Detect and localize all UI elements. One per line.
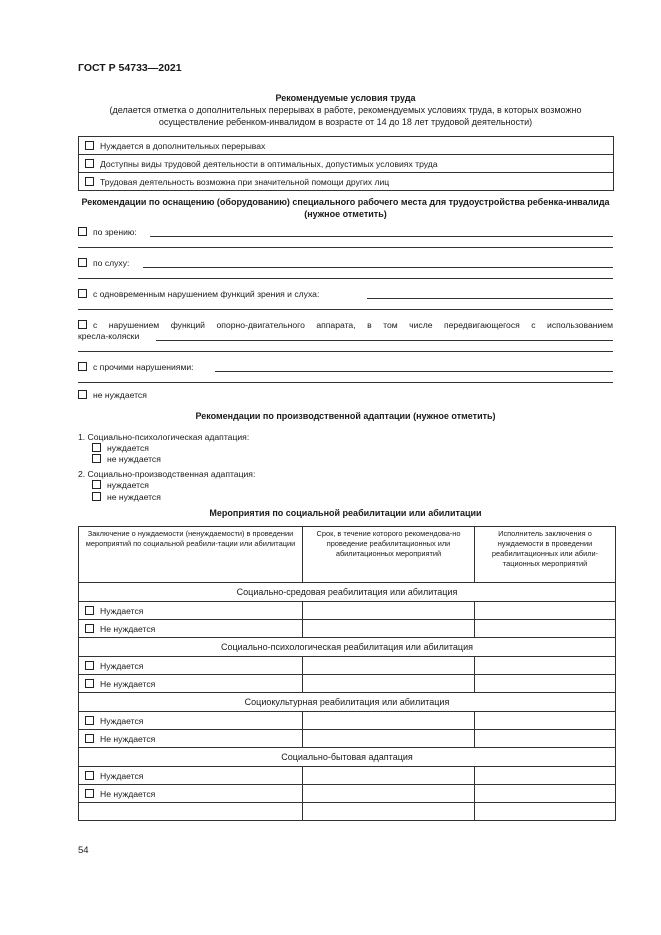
workplace-title: Рекомендации по оснащению (оборудованию) специального рабочего места для трудоустройства ребенка-инвалида (нужное отметить)	[81, 197, 610, 219]
table-row	[79, 675, 616, 693]
table-row	[79, 657, 616, 675]
term-cell[interactable]	[303, 730, 475, 748]
adaptation-option-label: нуждается	[107, 480, 149, 490]
section-title: Социокультурная реабилитация или абилитация	[79, 693, 616, 712]
column-header: Исполнитель заключения о нуждаемости в проведении реабилитационных или абили-тационных мероприятий	[475, 527, 616, 583]
checkbox-icon[interactable]	[78, 320, 87, 329]
rehab-table	[78, 526, 616, 821]
workplace-vision-label: по зрению:	[93, 227, 137, 237]
fill-line[interactable]	[367, 298, 613, 299]
checkbox-icon[interactable]	[78, 289, 87, 298]
fill-line[interactable]	[150, 236, 613, 237]
section-row	[79, 748, 616, 767]
fill-line[interactable]	[78, 309, 613, 310]
workplace-hearing-label: по слуху:	[93, 258, 130, 268]
checkbox-icon[interactable]	[92, 443, 101, 452]
checkbox-icon[interactable]	[92, 480, 101, 489]
option-label: Не нуждается	[100, 788, 156, 799]
work-condition-label: Трудовая деятельность возможна при значительной помощи других лиц	[100, 176, 390, 187]
workplace-vision	[78, 227, 137, 238]
workplace-other-label: с прочими нарушениями:	[93, 362, 194, 372]
term-cell[interactable]	[303, 675, 475, 693]
adaptation-option	[92, 454, 161, 465]
workplace-musculo	[78, 320, 613, 331]
section-title: Социально-средовая реабилитация или абилитация	[79, 583, 616, 602]
fill-line[interactable]	[78, 247, 613, 248]
option-label: Не нуждается	[100, 678, 156, 689]
table-header-row	[79, 527, 616, 583]
checkbox-icon[interactable]	[78, 227, 87, 236]
table-row	[79, 137, 614, 155]
fill-line[interactable]	[143, 267, 613, 268]
checkbox-icon[interactable]	[85, 789, 94, 798]
page-number: 54	[78, 845, 89, 856]
workplace-hearing	[78, 258, 129, 269]
fill-line[interactable]	[156, 340, 613, 341]
option-label: Нуждается	[100, 605, 144, 616]
adaptation-option-label: не нуждается	[107, 492, 161, 502]
table-row	[79, 712, 616, 730]
fill-line[interactable]	[78, 278, 613, 279]
term-cell[interactable]	[303, 767, 475, 785]
workplace-not-needed-label: не нуждается	[93, 390, 147, 400]
term-cell[interactable]	[303, 712, 475, 730]
work-condition-label: Нуждается в дополнительных перерывах	[100, 140, 266, 151]
checkbox-icon[interactable]	[92, 492, 101, 501]
option-label: Не нуждается	[100, 623, 156, 634]
term-cell[interactable]	[303, 657, 475, 675]
workplace-musculo-cont: кресла-коляски	[78, 331, 140, 341]
section-row	[79, 638, 616, 657]
checkbox-icon[interactable]	[85, 679, 94, 688]
rehab-title: Мероприятия по социальной реабилитации или абилитации	[209, 508, 482, 518]
checkbox-icon[interactable]	[85, 606, 94, 615]
table-row	[79, 730, 616, 748]
work-conditions-title: Рекомендуемые условия труда	[275, 93, 416, 103]
executor-cell[interactable]	[475, 785, 616, 803]
executor-cell[interactable]	[475, 712, 616, 730]
executor-cell[interactable]	[475, 657, 616, 675]
table-row	[79, 155, 614, 173]
adaptation-option	[92, 480, 149, 491]
option-label: Нуждается	[100, 660, 144, 671]
option-label: Нуждается	[100, 715, 144, 726]
table-row	[79, 620, 616, 638]
table-row	[79, 602, 616, 620]
checkbox-icon[interactable]	[78, 258, 87, 267]
adaptation-option	[92, 492, 161, 503]
workplace-not-needed	[78, 390, 147, 401]
table-row	[79, 785, 616, 803]
term-cell[interactable]	[303, 785, 475, 803]
adaptation-option-label: нуждается	[107, 443, 149, 453]
work-conditions-table	[78, 136, 614, 191]
column-header: Срок, в течение которого рекомендова-но проведение реабилитационных или абилитационных мероприятий	[303, 527, 475, 583]
checkbox-icon[interactable]	[85, 771, 94, 780]
section-title: Социально-бытовая адаптация	[79, 748, 616, 767]
adaptation-option-label: не нуждается	[107, 454, 161, 464]
checkbox-icon[interactable]	[78, 362, 87, 371]
checkbox-icon[interactable]	[92, 454, 101, 463]
checkbox-icon[interactable]	[85, 141, 94, 150]
section-row	[79, 693, 616, 712]
table-row	[79, 803, 616, 821]
table-row	[79, 767, 616, 785]
section-title: Социально-психологическая реабилитация или абилитация	[79, 638, 616, 657]
table-row	[79, 173, 614, 191]
term-cell[interactable]	[303, 620, 475, 638]
executor-cell[interactable]	[475, 602, 616, 620]
term-cell[interactable]	[303, 602, 475, 620]
checkbox-icon[interactable]	[85, 716, 94, 725]
document-code: ГОСТ Р 54733—2021	[78, 62, 182, 74]
workplace-vision-hearing	[78, 289, 319, 300]
column-header: Заключение о нуждаемости (ненуждаемости) в проведении мероприятий по социальной реабили-тации или абилитации	[79, 527, 303, 583]
workplace-vision-hearing-label: с одновременным нарушением функций зрения и слуха:	[93, 289, 320, 299]
workplace-musculo-label: с нарушением функций опорно-двигательного аппарата, в том числе передвигающегося с использованием	[93, 320, 613, 330]
checkbox-icon[interactable]	[78, 390, 87, 399]
executor-cell[interactable]	[475, 730, 616, 748]
checkbox-icon[interactable]	[85, 159, 94, 168]
executor-cell[interactable]	[475, 620, 616, 638]
production-adaptation-title: Рекомендации по производственной адаптации (нужное отметить)	[195, 411, 496, 421]
work-condition-label: Доступны виды трудовой деятельности в оптимальных, допустимых условиях труда	[100, 158, 438, 169]
workplace-other	[78, 362, 194, 373]
work-conditions-subtitle: (делается отметка о дополнительных перерывах в работе, рекомендуемых условиях труда, в которых возможно осуществление ребенком-инвалидом в возрасте от 14 до 18 лет трудовой деятельности)	[109, 105, 582, 127]
adaptation-group-label: 2. Социально-производственная адаптация:	[78, 469, 256, 479]
checkbox-icon[interactable]	[85, 734, 94, 743]
fill-line[interactable]	[215, 371, 613, 372]
adaptation-option	[92, 443, 149, 454]
checkbox-icon[interactable]	[85, 624, 94, 633]
option-label: Не нуждается	[100, 733, 156, 744]
executor-cell[interactable]	[475, 675, 616, 693]
option-label: Нуждается	[100, 770, 144, 781]
adaptation-group-label: 1. Социально-психологическая адаптация:	[78, 432, 250, 442]
executor-cell[interactable]	[475, 767, 616, 785]
section-row	[79, 583, 616, 602]
fill-line[interactable]	[78, 351, 613, 352]
checkbox-icon[interactable]	[85, 177, 94, 186]
checkbox-icon[interactable]	[85, 661, 94, 670]
fill-line[interactable]	[78, 382, 613, 383]
